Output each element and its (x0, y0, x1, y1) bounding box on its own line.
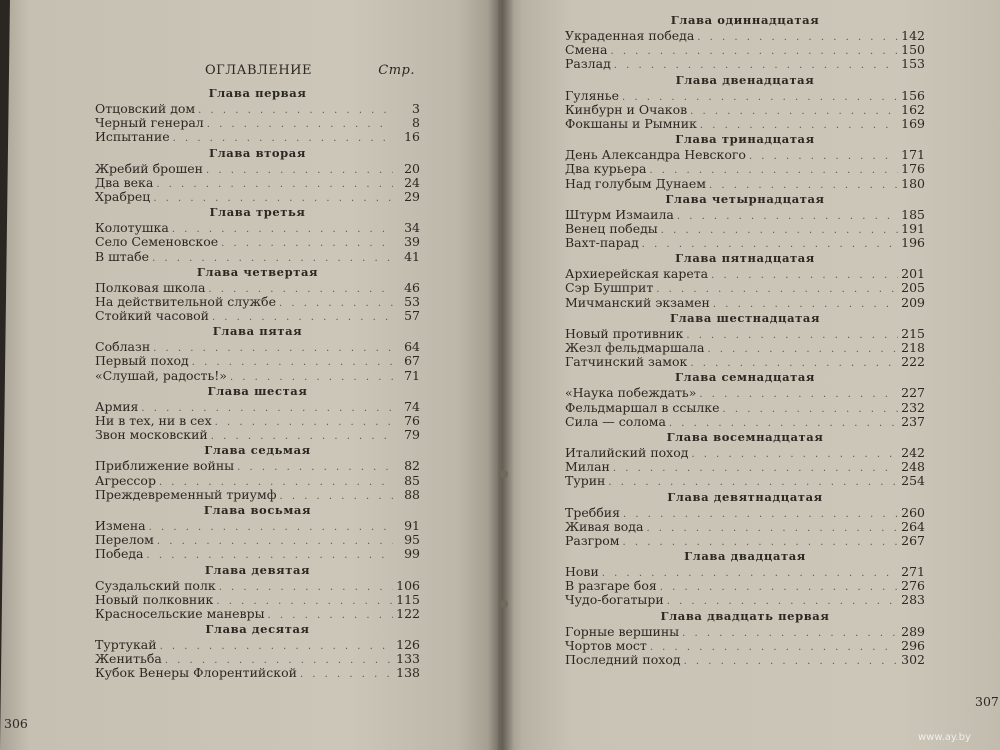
entry-title: Сэр Бушприт (565, 280, 654, 296)
toc-entry (565, 236, 925, 250)
toc-entry (95, 400, 420, 414)
entry-title: Гатчинский замок (565, 354, 688, 370)
dot-leader (300, 668, 393, 682)
entry-title: В разгаре боя (565, 578, 657, 594)
entry-title: «Слушай, радость!» (95, 367, 227, 383)
entry-page-number: 24 (404, 174, 420, 190)
entry-title: Женитьба (95, 651, 162, 667)
toc-entry (565, 177, 925, 191)
entry-title: Храбрец (95, 188, 151, 204)
entry-title: «Наука побеждать» (565, 385, 697, 401)
entry-title: Фокшаны и Рымник (565, 115, 697, 131)
entry-title: Фельдмаршал в ссылке (565, 399, 720, 415)
toc-entry (565, 296, 925, 310)
entry-page-number: 169 (901, 115, 925, 131)
entry-page-number: 267 (901, 532, 925, 548)
entry-title: Горные вершины (565, 623, 680, 639)
page-number-left: 306 (4, 716, 28, 731)
left-toc (95, 63, 420, 681)
chapter-heading: Глава восьмая (203, 502, 312, 517)
toc-entry (565, 267, 925, 281)
entry-page-number: 91 (404, 517, 420, 533)
entry-title: Смена (565, 42, 608, 58)
toc-entry (95, 579, 420, 593)
dot-leader (650, 641, 898, 655)
toc-entry (565, 222, 925, 236)
entry-title: Колотушка (95, 220, 169, 236)
entry-page-number: 185 (901, 206, 925, 222)
toc-entry (565, 639, 925, 653)
toc-entry (565, 579, 925, 593)
toc-entry (565, 565, 925, 579)
dot-leader (691, 448, 898, 462)
toc-entry (95, 235, 420, 249)
dot-leader (623, 508, 898, 522)
toc-entry (565, 446, 925, 460)
entry-title: Нови (565, 564, 599, 580)
dot-leader (215, 416, 393, 430)
entry-page-number: 276 (901, 578, 925, 594)
entry-page-number: 191 (901, 220, 925, 236)
entry-title: В штабе (95, 248, 150, 264)
dot-leader (686, 329, 898, 343)
entry-title: Новый противник (565, 325, 684, 341)
toc-entry (565, 355, 925, 369)
toc-entry (95, 547, 420, 561)
entry-title: Испытание (95, 129, 170, 145)
entry-page-number: 20 (404, 160, 420, 176)
entry-title: Архиерейская карета (565, 266, 709, 282)
chapter-heading: Глава двенадцатая (675, 72, 815, 87)
dot-leader (221, 237, 393, 251)
toc-entry (95, 459, 420, 473)
entry-title: Последний поход (565, 652, 681, 667)
toc-entry (565, 208, 925, 222)
dot-leader (198, 104, 393, 118)
entry-page-number: 150 (901, 42, 925, 58)
chapter-heading: Глава восемнадцатая (666, 429, 824, 444)
entry-title: Первый поход (95, 353, 189, 369)
toc-entry (95, 666, 420, 680)
entry-title: Победа (95, 546, 144, 562)
toc-entry (95, 638, 420, 652)
entry-page-number: 271 (901, 564, 925, 580)
entry-page-number: 264 (901, 518, 925, 534)
toc-entry (565, 281, 925, 295)
entry-title: Красносельские маневры (95, 605, 265, 621)
toc-title: ОГЛАВЛЕНИЕ (205, 63, 313, 78)
binding-thread (500, 600, 508, 608)
entry-title: Жребий брошен (95, 160, 204, 176)
toc-entry (95, 369, 420, 383)
entry-page-number: 201 (901, 266, 925, 282)
entry-title: Треббия (565, 504, 621, 520)
toc-entry (565, 401, 925, 415)
entry-title: Новый полковник (95, 591, 214, 607)
toc-entry (565, 625, 925, 639)
entry-title: Отцовский дом (95, 101, 196, 116)
toc-entry (95, 340, 420, 354)
dot-leader (677, 210, 898, 224)
toc-entry (95, 162, 420, 176)
entry-title: Разлад (565, 56, 611, 72)
entry-page-number: 88 (404, 486, 420, 502)
toc-entry (95, 652, 420, 666)
dot-leader (157, 535, 393, 549)
dot-leader (711, 269, 898, 283)
entry-page-number: 196 (901, 235, 925, 251)
entry-page-number: 85 (404, 472, 420, 488)
entry-title: Ни в тех, ни в сех (95, 413, 212, 428)
dot-leader (749, 150, 898, 164)
entry-title: Разгром (565, 532, 620, 548)
toc-entry (565, 593, 925, 607)
toc-entry (565, 162, 925, 176)
entry-title: Над голубым Дунаем (565, 175, 706, 191)
entry-title: Два курьера (565, 161, 647, 177)
toc-entry (95, 295, 420, 309)
toc-entry (565, 653, 925, 667)
entry-page-number: 71 (404, 367, 420, 383)
toc-entry (565, 415, 925, 429)
entry-page-number: 218 (901, 340, 925, 355)
dot-leader (153, 342, 393, 356)
entry-title: Измена (95, 517, 146, 533)
chapter-heading: Глава седьмая (204, 443, 311, 458)
dot-leader (160, 640, 393, 654)
entry-page-number: 41 (404, 248, 420, 264)
book-gutter (488, 0, 514, 750)
entry-page-number: 34 (404, 220, 420, 236)
entry-title: Турин (565, 473, 606, 489)
chapter-heading: Глава девятнадцатая (667, 489, 823, 504)
entry-title: Штурм Измаила (565, 206, 674, 222)
entry-title: Стойкий часовой (95, 308, 209, 324)
toc-entry (565, 474, 925, 488)
toc-entry (565, 506, 925, 520)
toc-entry (95, 250, 420, 264)
entry-page-number: 289 (901, 623, 925, 639)
entry-title: Армия (95, 398, 139, 414)
toc-entry (565, 327, 925, 341)
entry-page-number: 222 (901, 354, 925, 370)
page-column-label: Стр. (378, 63, 415, 78)
dot-leader (684, 655, 898, 669)
entry-page-number: 99 (404, 546, 420, 562)
toc-entry (95, 102, 420, 116)
entry-title: Италийский поход (565, 444, 689, 460)
toc-entry (95, 607, 420, 621)
entry-page-number: 95 (404, 532, 420, 548)
dot-leader (707, 343, 898, 357)
chapter-heading: Глава четырнадцатая (665, 191, 825, 206)
dot-leader (723, 403, 899, 417)
entry-page-number: 133 (396, 651, 420, 667)
dot-leader (149, 521, 393, 535)
entry-page-number: 209 (901, 294, 925, 310)
chapter-heading: Глава пятнадцатая (675, 251, 815, 266)
chapter-heading: Глава третья (209, 205, 306, 220)
entry-title: Венец победы (565, 220, 658, 236)
entry-page-number: 248 (901, 459, 925, 475)
watermark: www.ay.by (918, 732, 971, 743)
entry-title: Звон московский (95, 427, 208, 443)
entry-title: День Александра Невского (565, 147, 746, 163)
entry-page-number: 205 (901, 280, 925, 296)
entry-title: Чортов мост (565, 637, 647, 653)
entry-page-number: 74 (404, 398, 420, 414)
toc-entry (95, 414, 420, 428)
entry-title: Кубок Венеры Флорентийской (95, 665, 297, 681)
entry-page-number: 302 (901, 652, 925, 667)
dot-leader (682, 627, 898, 641)
toc-entry (565, 57, 925, 71)
entry-title: Перелом (95, 532, 154, 548)
entry-title: Агрессор (95, 472, 156, 488)
entry-page-number: 215 (901, 325, 925, 341)
entry-title: Кинбурн и Очаков (565, 101, 688, 117)
toc-entry (95, 354, 420, 368)
toc-entry (565, 43, 925, 57)
dot-leader (690, 105, 898, 119)
chapter-heading: Глава четвертая (196, 264, 319, 279)
toc-entry (565, 341, 925, 355)
dot-leader (237, 461, 393, 475)
dot-leader (613, 462, 898, 476)
toc-entry (95, 474, 420, 488)
chapter-heading: Глава шестнадцатая (669, 310, 821, 325)
toc-entry (565, 386, 925, 400)
entry-page-number: 227 (901, 385, 925, 401)
entry-title: Черный генерал (95, 115, 204, 131)
chapter-heading: Глава семнадцатая (674, 370, 815, 385)
entry-title: Украденная победа (565, 28, 695, 43)
toc-entry (565, 460, 925, 474)
entry-page-number: 29 (404, 188, 420, 204)
page-number-right: 307 (975, 694, 999, 709)
toc-entry (95, 221, 420, 235)
toc-entry (565, 534, 925, 548)
chapter-heading: Глава двадцать первая (660, 608, 830, 623)
toc-entry (95, 309, 420, 323)
chapter-heading: Глава девятая (204, 562, 311, 577)
entry-page-number: 115 (396, 591, 420, 607)
dot-leader (219, 581, 393, 595)
entry-page-number: 16 (404, 129, 420, 145)
dot-leader (156, 178, 393, 192)
entry-page-number: 142 (901, 28, 925, 43)
entry-page-number: 3 (412, 101, 420, 116)
entry-page-number: 67 (404, 353, 420, 369)
chapter-heading: Глава десятая (205, 622, 310, 637)
entry-page-number: 106 (396, 577, 420, 593)
entry-page-number: 283 (901, 592, 925, 608)
entry-title: Суздальский полк (95, 577, 216, 593)
toc-entry (95, 428, 420, 442)
entry-title: Два века (95, 174, 154, 190)
entry-title: Жезл фельдмаршала (565, 340, 705, 355)
entry-page-number: 237 (901, 413, 925, 429)
toc-entry (95, 593, 420, 607)
entry-page-number: 171 (901, 147, 925, 163)
chapter-heading: Глава двадцатая (684, 549, 806, 564)
entry-page-number: 46 (404, 279, 420, 295)
toc-entry (95, 533, 420, 547)
entry-title: Мичманский экзамен (565, 294, 710, 310)
entry-title: Гулянье (565, 87, 619, 103)
entry-page-number: 122 (396, 605, 420, 621)
right-chapter-list (565, 12, 925, 667)
right-toc (565, 12, 925, 667)
toc-entry (95, 176, 420, 190)
entry-title: На действительной службе (95, 293, 276, 309)
toc-entry (95, 281, 420, 295)
entry-page-number: 57 (404, 308, 420, 324)
entry-page-number: 180 (901, 175, 925, 191)
entry-title: Приближение войны (95, 458, 235, 474)
entry-page-number: 260 (901, 504, 925, 520)
entry-title: Село Семеновское (95, 234, 219, 250)
dot-leader (661, 224, 898, 238)
dot-leader (207, 118, 393, 132)
entry-title: Живая вода (565, 518, 644, 534)
entry-page-number: 232 (901, 399, 925, 415)
toc-entry (95, 116, 420, 130)
chapter-heading: Глава пятая (212, 324, 303, 339)
toc-entry (95, 519, 420, 533)
entry-page-number: 138 (396, 665, 420, 681)
chapter-heading: Глава одиннадцатая (670, 13, 820, 27)
entry-page-number: 162 (901, 101, 925, 117)
entry-page-number: 82 (404, 458, 420, 474)
entry-page-number: 53 (404, 293, 420, 309)
left-chapter-list (95, 85, 420, 681)
dot-leader (646, 522, 898, 536)
toc-header (95, 63, 420, 85)
entry-title: Вахт-парад (565, 235, 639, 251)
entry-title: Милан (565, 459, 610, 475)
entry-page-number: 242 (901, 444, 925, 460)
entry-page-number: 156 (901, 87, 925, 103)
entry-page-number: 254 (901, 473, 925, 489)
entry-title: Сила — солома (565, 413, 666, 429)
toc-entry (95, 130, 420, 144)
chapter-heading: Глава первая (208, 86, 307, 100)
toc-entry (565, 148, 925, 162)
entry-title: Соблазн (95, 339, 151, 355)
entry-title: Полковая школа (95, 279, 206, 295)
entry-page-number: 8 (412, 115, 420, 131)
chapter-heading: Глава тринадцатая (675, 132, 815, 147)
toc-entry (565, 520, 925, 534)
dot-leader (206, 164, 393, 178)
entry-title: Чудо-богатыри (565, 592, 664, 608)
entry-page-number: 176 (901, 161, 925, 177)
entry-page-number: 79 (404, 427, 420, 443)
dot-leader (279, 297, 393, 311)
chapter-heading: Глава шестая (207, 383, 308, 398)
entry-page-number: 39 (404, 234, 420, 250)
entry-page-number: 153 (901, 56, 925, 72)
entry-page-number: 76 (404, 413, 420, 428)
entry-page-number: 126 (396, 637, 420, 653)
toc-entry (95, 488, 420, 502)
toc-entry (95, 190, 420, 204)
dot-leader (610, 45, 898, 59)
dot-leader (697, 31, 898, 45)
toc-entry (565, 29, 925, 43)
toc-entry (565, 117, 925, 131)
dot-leader (699, 388, 898, 402)
binding-thread (500, 470, 508, 478)
chapter-heading: Глава вторая (209, 145, 306, 160)
entry-title: Преждевременный триумф (95, 486, 277, 502)
entry-page-number: 64 (404, 339, 420, 355)
toc-entry (565, 103, 925, 117)
toc-entry (565, 89, 925, 103)
entry-title: Туртукай (95, 637, 157, 653)
dot-leader (660, 581, 898, 595)
entry-page-number: 296 (901, 637, 925, 653)
